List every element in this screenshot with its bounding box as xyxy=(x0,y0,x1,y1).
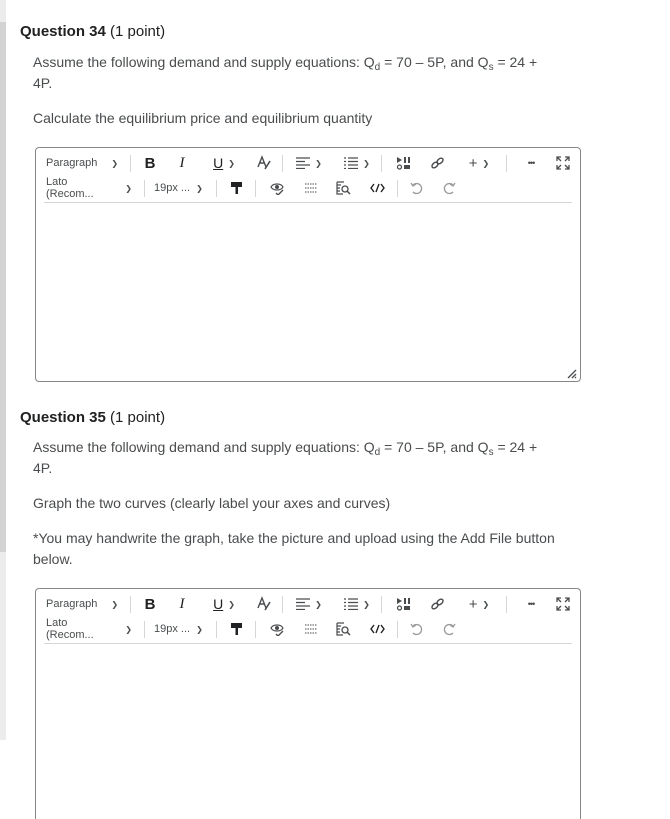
redo-icon[interactable] xyxy=(438,176,460,200)
text-color-icon[interactable] xyxy=(252,592,274,616)
align-icon[interactable]: ❯ xyxy=(292,592,326,616)
question-body xyxy=(33,52,620,129)
editor-toolbar xyxy=(36,589,580,645)
underline-button[interactable]: U ❯ xyxy=(213,596,235,612)
question-body xyxy=(33,437,620,570)
accessibility-checker-icon[interactable] xyxy=(266,176,288,200)
question-text: Assume the following demand and supply equations: $Q_d = 70 - 5P$, and $Q_s = 24$ + xyxy=(33,439,538,458)
find-replace-icon[interactable] xyxy=(332,617,354,641)
toolbar-row-1 xyxy=(36,151,580,175)
answer-editor-35[interactable] xyxy=(35,588,581,819)
question-prompt: Graph the two curves (clearly label your axes and curves) xyxy=(33,495,391,511)
toolbar-separator xyxy=(397,180,398,197)
question-number: Question 34 xyxy=(20,23,106,40)
italic-button[interactable]: I xyxy=(179,154,185,171)
word-count-icon[interactable] xyxy=(300,176,322,200)
toolbar-separator xyxy=(144,180,145,197)
toolbar-separator xyxy=(397,621,398,638)
fullscreen-icon[interactable] xyxy=(552,592,574,616)
question-text-wrap: 4P. xyxy=(33,75,53,91)
block-format-select[interactable]: Paragraph ❯ xyxy=(46,598,119,610)
media-icon[interactable] xyxy=(392,151,414,175)
toolbar-separator xyxy=(216,180,217,197)
list-icon[interactable]: ❯ xyxy=(340,592,374,616)
link-icon[interactable] xyxy=(426,592,448,616)
question-note-wrap: below. xyxy=(33,551,73,567)
toolbar-row-2 xyxy=(36,176,580,200)
toolbar-separator xyxy=(282,596,283,613)
toolbar-separator xyxy=(144,621,145,638)
underline-button[interactable]: U ❯ xyxy=(213,155,235,171)
question-points: (1 point) xyxy=(110,409,166,426)
insert-button[interactable]: + ❯ xyxy=(468,154,490,172)
scroll-indicator[interactable] xyxy=(0,22,6,552)
toolbar-separator xyxy=(506,155,507,172)
editor-toolbar xyxy=(36,148,580,204)
resize-handle-icon[interactable] xyxy=(565,367,577,379)
more-options-button[interactable]: ••• xyxy=(527,599,535,609)
question-title xyxy=(20,408,620,428)
font-family-select[interactable]: Lato (Recom... ❯ xyxy=(46,176,132,200)
list-icon[interactable]: ❯ xyxy=(340,151,374,175)
toolbar-row-1 xyxy=(36,592,580,616)
font-size-select[interactable]: 19px ... ❯ xyxy=(154,623,203,635)
word-count-icon[interactable] xyxy=(300,617,322,641)
toolbar-divider xyxy=(44,643,572,644)
question-34 xyxy=(20,22,620,129)
toolbar-separator xyxy=(255,180,256,197)
media-icon[interactable] xyxy=(392,592,414,616)
undo-icon[interactable] xyxy=(406,176,428,200)
toolbar-separator xyxy=(282,155,283,172)
format-painter-icon[interactable] xyxy=(226,617,246,641)
more-options-button[interactable]: ••• xyxy=(527,158,535,168)
bold-button[interactable]: B xyxy=(144,154,156,172)
format-painter-icon[interactable] xyxy=(226,176,246,200)
redo-icon[interactable] xyxy=(438,617,460,641)
link-icon[interactable] xyxy=(426,151,448,175)
text-color-icon[interactable] xyxy=(252,151,274,175)
accessibility-checker-icon[interactable] xyxy=(266,617,288,641)
toolbar-separator xyxy=(255,621,256,638)
question-note: *You may handwrite the graph, take the picture and upload using the Add File button xyxy=(33,530,555,546)
font-family-select[interactable]: Lato (Recom... ❯ xyxy=(46,617,132,641)
question-points: (1 point) xyxy=(110,23,166,40)
editor-content-area[interactable] xyxy=(36,645,580,819)
toolbar-separator xyxy=(506,596,507,613)
toolbar-separator xyxy=(130,596,131,613)
undo-icon[interactable] xyxy=(406,617,428,641)
toolbar-row-2 xyxy=(36,617,580,641)
toolbar-separator xyxy=(216,621,217,638)
editor-content-area[interactable] xyxy=(36,204,580,381)
toolbar-separator xyxy=(381,596,382,613)
question-text: Assume the following demand and supply equations: $Q_d = 70 - 5P$, and $Q_s = 24$ + xyxy=(33,54,538,73)
toolbar-separator xyxy=(130,155,131,172)
italic-button[interactable]: I xyxy=(179,595,185,612)
font-size-select[interactable]: 19px ... ❯ xyxy=(154,182,203,194)
block-format-select[interactable]: Paragraph ❯ xyxy=(46,157,119,169)
question-prompt: Calculate the equilibrium price and equilibrium quantity xyxy=(33,110,373,126)
find-replace-icon[interactable] xyxy=(332,176,354,200)
question-title xyxy=(20,22,620,42)
question-number: Question 35 xyxy=(20,409,106,426)
fullscreen-icon[interactable] xyxy=(552,151,574,175)
align-icon[interactable]: ❯ xyxy=(292,151,326,175)
question-35 xyxy=(20,408,620,570)
insert-button[interactable]: + ❯ xyxy=(468,595,490,613)
toolbar-separator xyxy=(381,155,382,172)
source-code-icon[interactable] xyxy=(366,176,388,200)
answer-editor-34[interactable] xyxy=(35,147,581,382)
toolbar-divider xyxy=(44,202,572,203)
question-text-wrap: 4P. xyxy=(33,460,53,476)
source-code-icon[interactable] xyxy=(366,617,388,641)
bold-button[interactable]: B xyxy=(144,595,156,613)
